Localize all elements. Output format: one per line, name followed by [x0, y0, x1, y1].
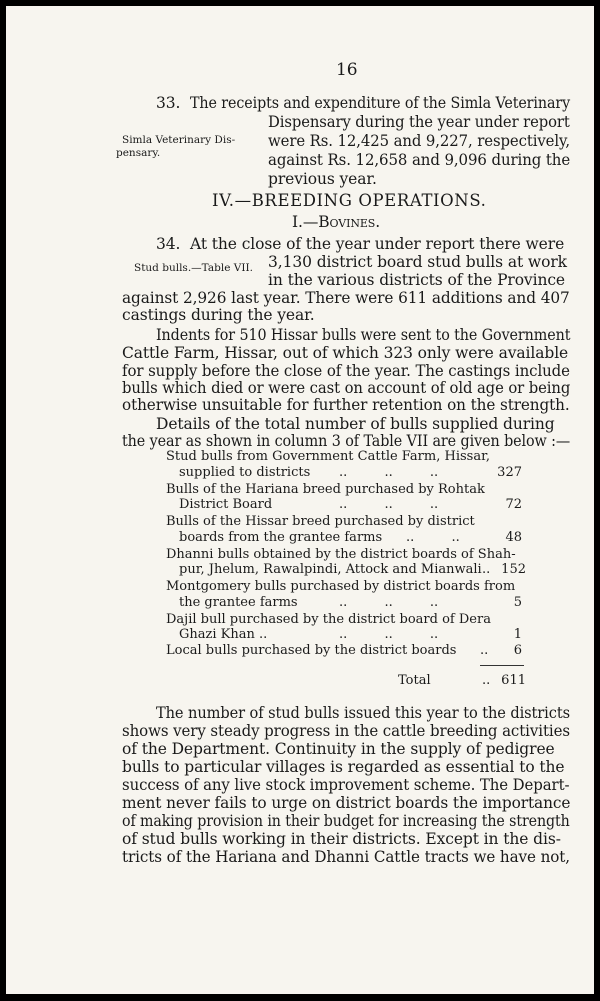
- body-line: the year as shown in column 3 of Table VII are given below :—: [122, 432, 571, 450]
- list-item-line2: District Board: [179, 497, 273, 512]
- list-item-dots: .. .. ..: [339, 465, 439, 480]
- body-line: bulls which died or were cast on account of old age or being: [122, 379, 571, 397]
- para33-line: previous year.: [268, 170, 377, 188]
- list-item-dots: .. .. ..: [339, 627, 439, 642]
- para33-line: were Rs. 12,425 and 9,227, respectively,: [268, 132, 570, 150]
- body-line: Cattle Farm, Hissar, out of which 323 only were available: [122, 344, 569, 362]
- para34-line: 3,130 district board stud bulls at work: [268, 253, 567, 271]
- list-item-line2: Ghazi Khan ..: [179, 627, 268, 642]
- list-item-value: 48: [505, 530, 522, 545]
- para34-line: against 2,926 last year. There were 611 additions and 407: [122, 289, 570, 307]
- para33-line: The receipts and expenditure of the Simla Veterinary: [190, 94, 571, 112]
- list-item-line1: Local bulls purchased by the district boards: [166, 643, 457, 658]
- list-item-dots: .. .. ..: [339, 497, 439, 512]
- body-line: otherwise unsuitable for further retention on the strength.: [122, 396, 570, 414]
- body-line: for supply before the close of the year. The castings include: [122, 362, 570, 380]
- list-item-value: 1: [513, 627, 522, 642]
- body-line: The number of stud bulls issued this year to the districts: [156, 704, 570, 722]
- section-heading: IV.—BREEDING OPERATIONS.: [212, 191, 487, 210]
- body-line: bulls to particular villages is regarded as essential to the: [122, 758, 565, 776]
- list-item-dots: .. ..: [406, 530, 460, 545]
- list-item-dots: ..: [480, 643, 489, 658]
- list-item-line2: the grantee farms: [179, 595, 298, 610]
- body-line: shows very steady progress in the cattle breeding activities: [122, 722, 570, 740]
- list-item-line1: Bulls of the Hariana breed purchased by Rohtak: [166, 482, 485, 497]
- document-page: [6, 6, 594, 994]
- list-item-value: 152: [501, 562, 526, 577]
- body-line: of the Department. Continuity in the supply of pedigree: [122, 740, 555, 758]
- body-line: Details of the total number of bulls supplied during: [156, 415, 555, 433]
- list-item-value: 72: [505, 497, 522, 512]
- margin-note: Simla Veterinary Dis-: [122, 134, 236, 146]
- margin-note: Stud bulls.—Table VII.: [134, 262, 253, 274]
- para34-line: At the close of the year under report there were: [190, 235, 565, 253]
- list-item-line1: Montgomery bulls purchased by district boards from: [166, 579, 516, 594]
- list-item-value: 5: [513, 595, 522, 610]
- body-line: of making provision in their budget for increasing the strength: [122, 812, 570, 830]
- list-item-line1: Dhanni bulls obtained by the district boards of Shah-: [166, 547, 516, 562]
- list-item-dots: .. .. ..: [339, 595, 439, 610]
- body-line: ment never fails to urge on district boards the importance: [122, 794, 571, 812]
- para33-line: against Rs. 12,658 and 9,096 during the: [268, 151, 571, 169]
- margin-note: pensary.: [116, 147, 161, 159]
- total-dots: ..: [482, 673, 491, 688]
- sub-heading: I.—Bovines.: [292, 213, 381, 231]
- body-line: success of any live stock improvement scheme. The Depart-: [122, 776, 570, 794]
- list-item-line2: supplied to districts: [179, 465, 311, 480]
- body-line: Indents for 510 Hissar bulls were sent to the Government: [156, 326, 571, 344]
- para33-number: 33.: [156, 94, 181, 112]
- para34-line: in the various districts of the Province: [268, 271, 565, 289]
- list-item-value: 6: [513, 643, 522, 658]
- para33-line: Dispensary during the year under report: [268, 113, 570, 131]
- list-item-line2: pur, Jhelum, Rawalpindi, Attock and Mianwali: [179, 562, 482, 577]
- list-item-dots: ..: [482, 562, 491, 577]
- body-line: of stud bulls working in their districts. Except in the dis-: [122, 830, 561, 848]
- list-item-line1: Stud bulls from Government Cattle Farm, Hissar,: [166, 449, 490, 464]
- page-number: 16: [336, 60, 358, 80]
- body-line: tricts of the Hariana and Dhanni Cattle tracts we have not,: [122, 848, 571, 866]
- list-item-line1: Dajil bull purchased by the district board of Dera: [166, 612, 491, 627]
- total-value: 611: [501, 673, 526, 688]
- list-item-line2: boards from the grantee farms: [179, 530, 383, 545]
- list-item-value: 327: [497, 465, 522, 480]
- list-item-line1: Bulls of the Hissar breed purchased by district: [166, 514, 475, 529]
- para34-line: castings during the year.: [122, 306, 315, 324]
- total-label: Total: [398, 673, 431, 688]
- total-rule: [480, 665, 524, 666]
- para34-number: 34.: [156, 235, 181, 253]
